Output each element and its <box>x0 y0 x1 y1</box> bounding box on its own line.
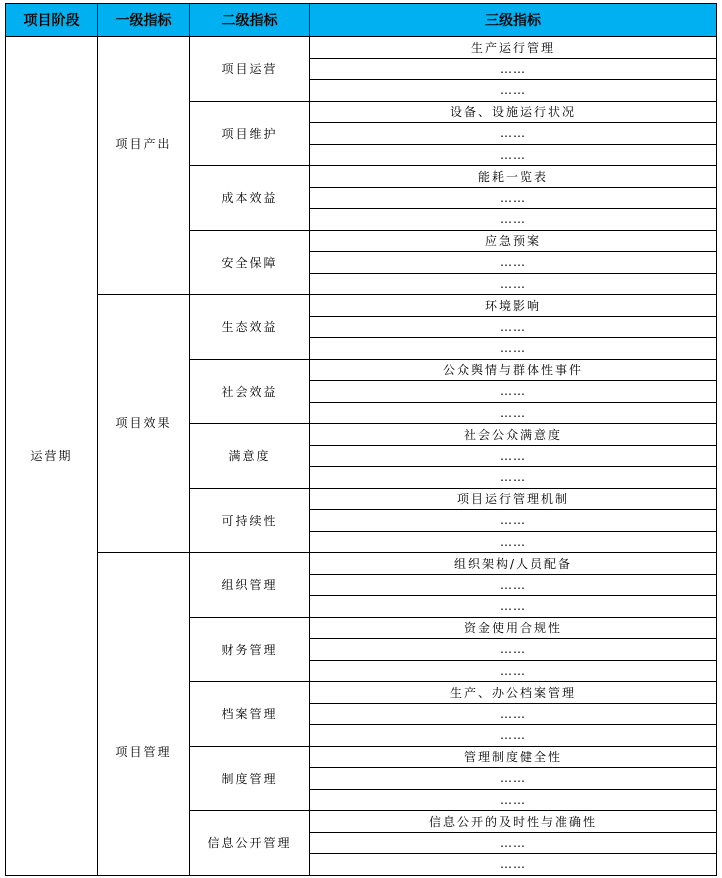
table-row <box>6 295 717 317</box>
level3-placeholder-cell: …… <box>310 209 717 231</box>
level1-cell <box>98 295 190 553</box>
level2-cell: 档案管理 <box>190 682 310 747</box>
level3-placeholder-cell: …… <box>310 596 717 618</box>
level1-cell <box>98 553 190 876</box>
level3-placeholder-cell: …… <box>310 703 717 725</box>
indicator-table <box>5 3 717 876</box>
level3-placeholder-cell: …… <box>310 402 717 424</box>
level1-label: 项目管理 <box>115 745 172 759</box>
level2-cell: 安全保障 <box>190 230 310 295</box>
header-level2: 二级指标 <box>190 4 310 37</box>
level3-placeholder-cell: …… <box>310 574 717 596</box>
level3-placeholder-cell: …… <box>310 445 717 467</box>
level1-label: 项目效果 <box>115 416 172 430</box>
stage-cell: 运营期 <box>6 37 98 876</box>
level3-cell: 生产、办公档案管理 <box>310 682 717 704</box>
level3-cell: 应急预案 <box>310 230 717 252</box>
level3-placeholder-cell: …… <box>310 768 717 790</box>
level3-placeholder-cell: …… <box>310 854 717 876</box>
level3-placeholder-cell: …… <box>310 316 717 338</box>
level3-cell: 环境影响 <box>310 295 717 317</box>
header-level1: 一级指标 <box>98 4 190 37</box>
table-row <box>6 37 717 59</box>
level2-cell: 组织管理 <box>190 553 310 618</box>
level2-cell: 成本效益 <box>190 166 310 231</box>
level1-cell <box>98 37 190 295</box>
table-body <box>6 37 717 876</box>
header-level3: 三级指标 <box>310 4 717 37</box>
level3-placeholder-cell: …… <box>310 660 717 682</box>
header-stage: 项目阶段 <box>6 4 98 37</box>
level3-cell: 资金使用合规性 <box>310 617 717 639</box>
level2-cell: 财务管理 <box>190 617 310 682</box>
level3-placeholder-cell: …… <box>310 639 717 661</box>
level3-cell: 设备、设施运行状况 <box>310 101 717 123</box>
level3-placeholder-cell: …… <box>310 252 717 274</box>
level3-cell: 管理制度健全性 <box>310 746 717 768</box>
level3-placeholder-cell: …… <box>310 80 717 102</box>
level3-cell: 组织架构/人员配备 <box>310 553 717 575</box>
header-row <box>6 4 717 37</box>
level3-cell: 项目运行管理机制 <box>310 488 717 510</box>
level3-placeholder-cell: …… <box>310 273 717 295</box>
level3-cell: 社会公众满意度 <box>310 424 717 446</box>
level3-placeholder-cell: …… <box>310 832 717 854</box>
level2-cell: 生态效益 <box>190 295 310 360</box>
level3-cell: 公众舆情与群体性事件 <box>310 359 717 381</box>
level3-placeholder-cell: …… <box>310 531 717 553</box>
level2-cell: 项目运营 <box>190 37 310 102</box>
level3-placeholder-cell: …… <box>310 789 717 811</box>
level2-cell: 制度管理 <box>190 746 310 811</box>
level3-cell: 信息公开的及时性与准确性 <box>310 811 717 833</box>
level3-placeholder-cell: …… <box>310 510 717 532</box>
level3-placeholder-cell: …… <box>310 144 717 166</box>
level2-cell: 可持续性 <box>190 488 310 553</box>
level3-placeholder-cell: …… <box>310 338 717 360</box>
level3-cell: 生产运行管理 <box>310 37 717 59</box>
level3-placeholder-cell: …… <box>310 467 717 489</box>
level2-cell: 满意度 <box>190 424 310 489</box>
table-row <box>6 553 717 575</box>
level1-label: 项目产出 <box>115 137 172 151</box>
level2-cell: 社会效益 <box>190 359 310 424</box>
level2-cell: 项目维护 <box>190 101 310 166</box>
level3-cell: 能耗一览表 <box>310 166 717 188</box>
level3-placeholder-cell: …… <box>310 187 717 209</box>
level3-placeholder-cell: …… <box>310 123 717 145</box>
level3-placeholder-cell: …… <box>310 725 717 747</box>
level2-cell: 信息公开管理 <box>190 811 310 876</box>
level3-placeholder-cell: …… <box>310 58 717 80</box>
level3-placeholder-cell: …… <box>310 381 717 403</box>
